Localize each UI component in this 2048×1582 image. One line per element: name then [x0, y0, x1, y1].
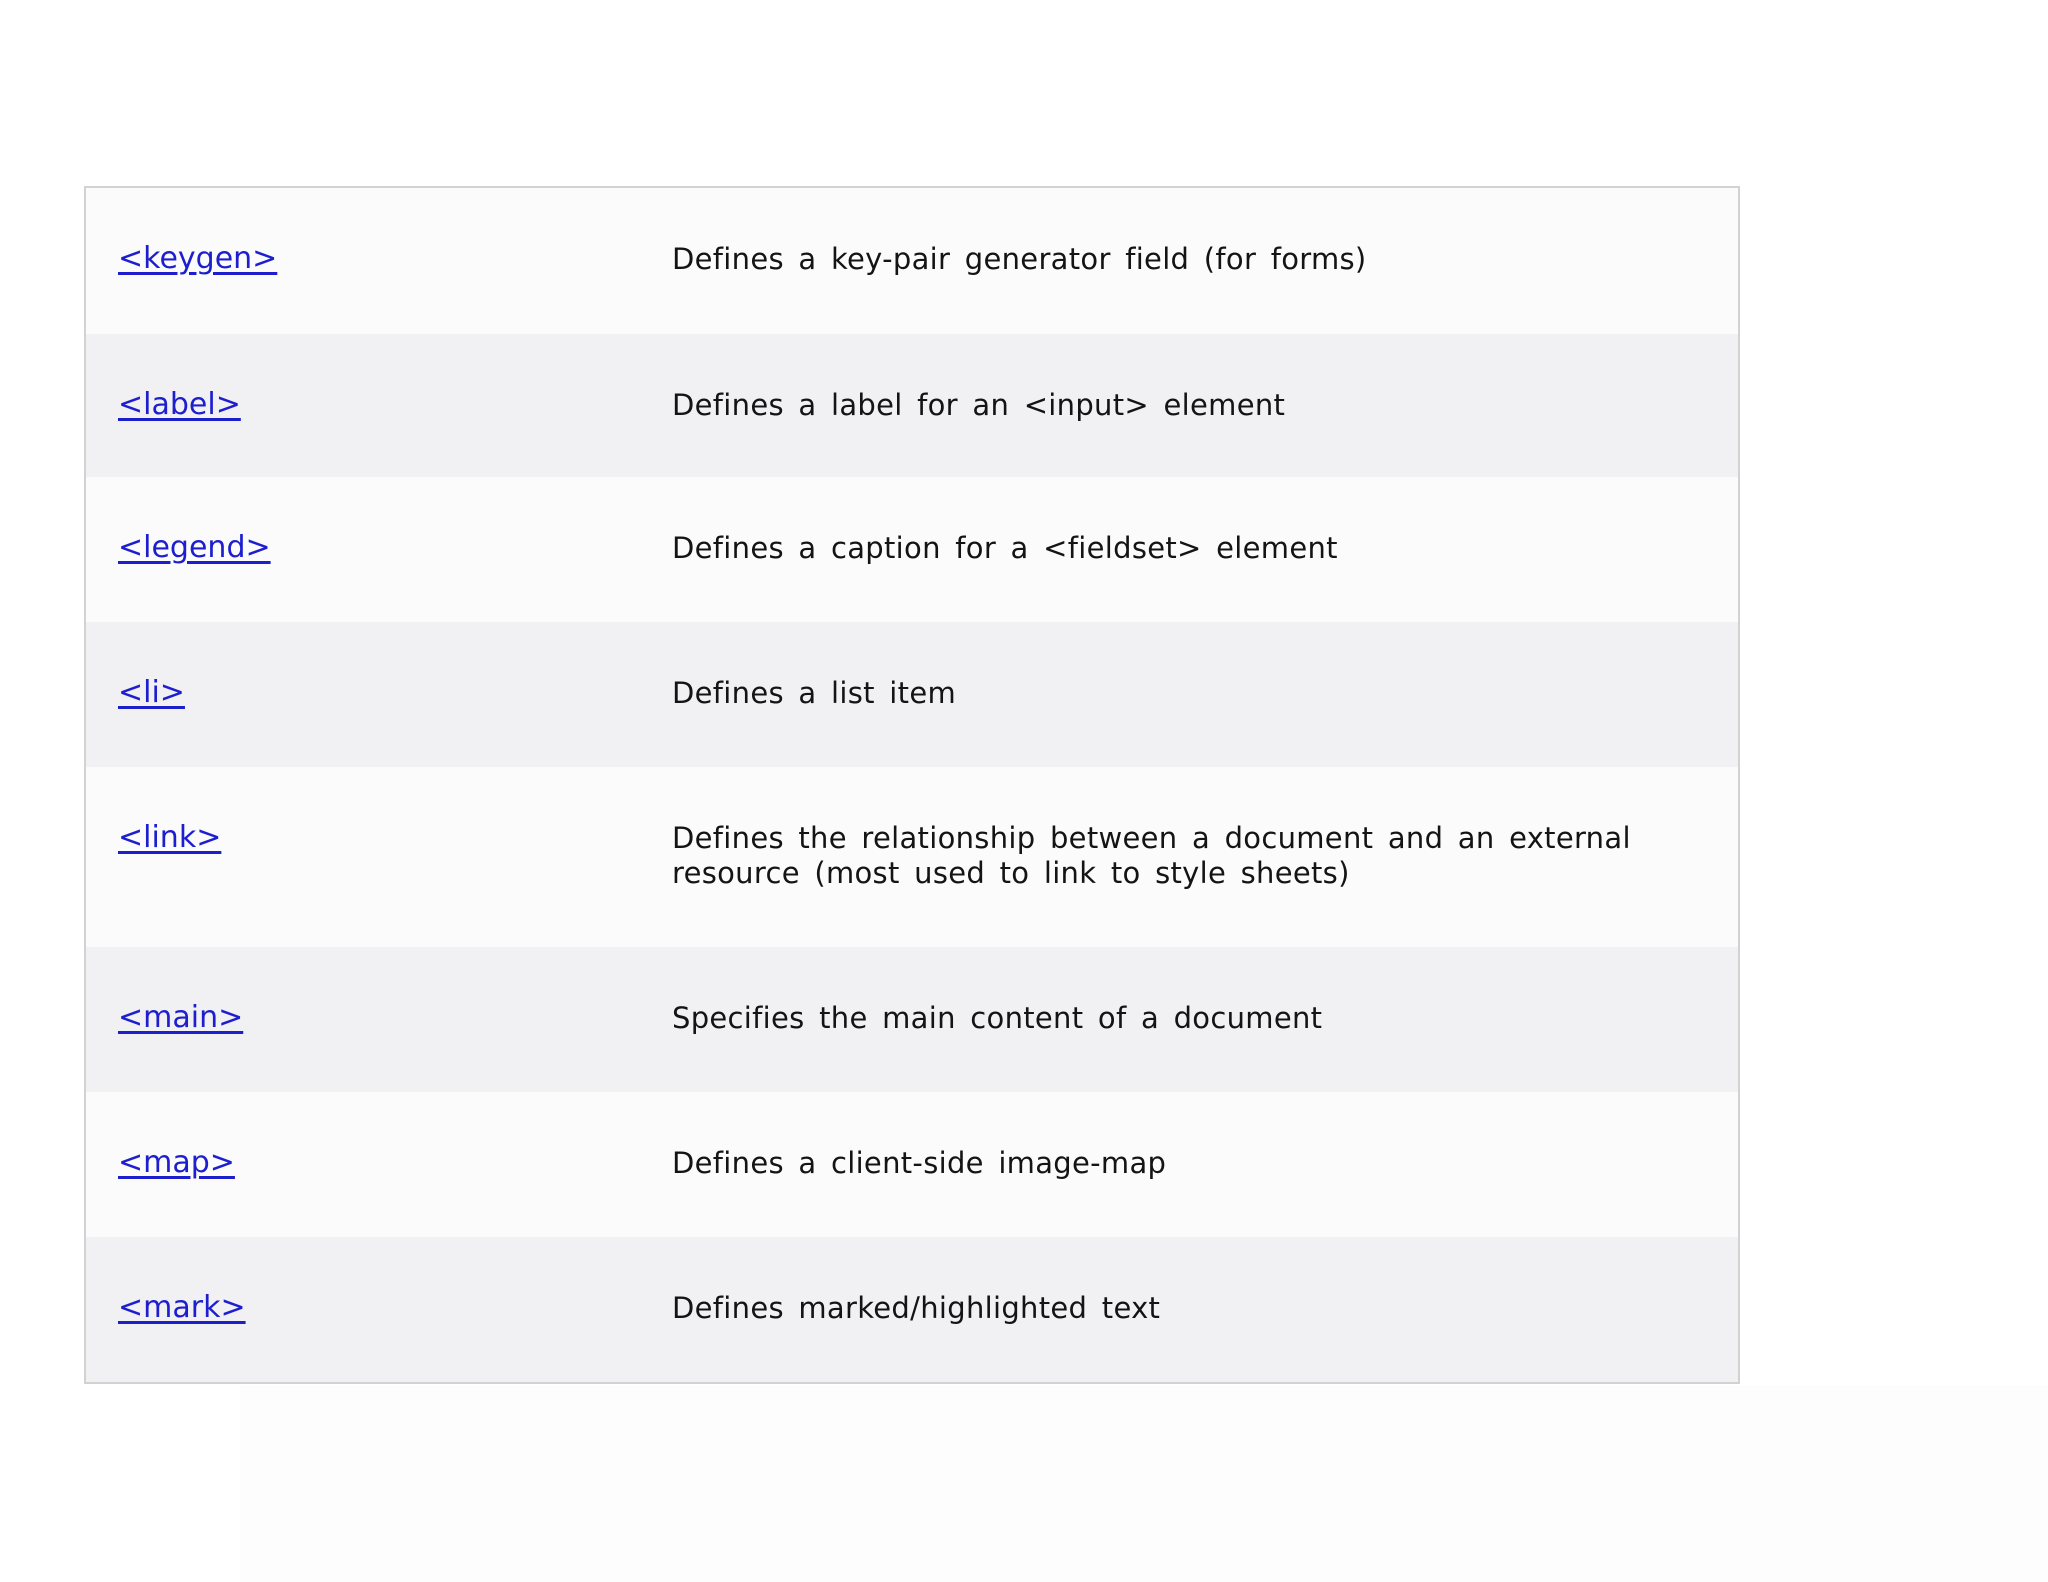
- tag-cell: [86, 334, 672, 422]
- table-row: [86, 1092, 1738, 1237]
- description-cell: [672, 477, 1738, 566]
- description-text: Defines a caption for a <fieldset> element: [672, 531, 1338, 565]
- page-background: [240, 1385, 2048, 1582]
- table-row: [86, 1237, 1738, 1382]
- description-text: Defines marked/highlighted text: [672, 1291, 1161, 1325]
- tag-link-keygen[interactable]: <keygen>: [118, 241, 278, 276]
- tag-link-main[interactable]: <main>: [118, 1000, 244, 1035]
- tag-cell: [86, 947, 672, 1035]
- table-row: [86, 334, 1738, 477]
- description-cell: [672, 1092, 1738, 1181]
- description-cell: [672, 622, 1738, 711]
- description-text: Defines the relationship between a document and an external resource (most used to link to style sheets): [672, 821, 1631, 890]
- tag-cell: [86, 188, 672, 276]
- tag-cell: [86, 622, 672, 710]
- description-cell: [672, 334, 1738, 423]
- tag-link-li[interactable]: <li>: [118, 675, 185, 710]
- tag-cell: [86, 767, 672, 855]
- description-cell: [672, 767, 1738, 891]
- tag-cell: [86, 1237, 672, 1325]
- description-text: Defines a key-pair generator field (for forms): [672, 242, 1367, 276]
- table-row: [86, 622, 1738, 767]
- table-row: [86, 947, 1738, 1092]
- tag-cell: [86, 477, 672, 565]
- tag-reference-table: [84, 186, 1740, 1384]
- tag-link-mark[interactable]: <mark>: [118, 1290, 246, 1325]
- tag-link-label[interactable]: <label>: [118, 387, 241, 422]
- description-text: Defines a list item: [672, 676, 957, 710]
- tag-link-map[interactable]: <map>: [118, 1145, 235, 1180]
- description-cell: [672, 1237, 1738, 1326]
- table-row: [86, 477, 1738, 622]
- tag-link-link[interactable]: <link>: [118, 820, 222, 855]
- description-text: Defines a client-side image-map: [672, 1146, 1167, 1180]
- table-row: [86, 767, 1738, 947]
- tag-cell: [86, 1092, 672, 1180]
- description-text: Defines a label for an <input> element: [672, 388, 1286, 422]
- table-row: [86, 188, 1738, 334]
- description-text: Specifies the main content of a document: [672, 1001, 1323, 1035]
- description-cell: [672, 947, 1738, 1036]
- tag-link-legend[interactable]: <legend>: [118, 530, 271, 565]
- description-cell: [672, 188, 1738, 277]
